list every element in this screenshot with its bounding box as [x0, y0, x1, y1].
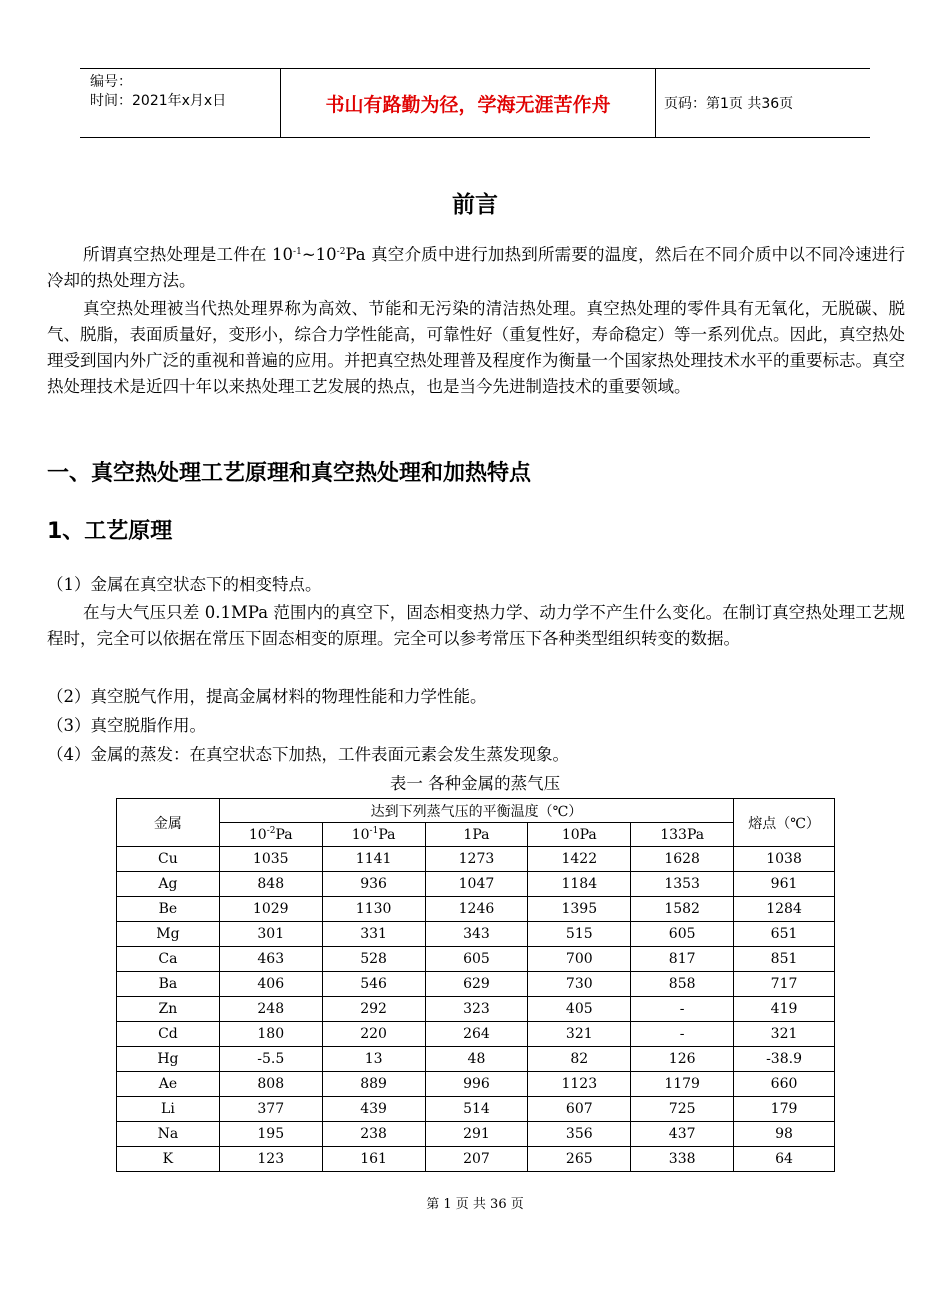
header-box [80, 68, 870, 138]
value-cell: 238 [322, 1122, 425, 1147]
table-row [117, 1072, 835, 1097]
value-cell: 961 [734, 872, 835, 897]
column-header-pressure: $10^{-2}Pa$ [219, 823, 322, 847]
value-cell: -5.5 [219, 1047, 322, 1072]
value-cell: 725 [631, 1097, 734, 1122]
value-cell: -38.9 [734, 1047, 835, 1072]
table-header-row [117, 799, 835, 823]
metal-cell: Ag [117, 872, 220, 897]
value-cell: 730 [528, 972, 631, 997]
metal-cell: Li [117, 1097, 220, 1122]
value-cell: 848 [219, 872, 322, 897]
value-cell: 1184 [528, 872, 631, 897]
value-cell: 1035 [219, 847, 322, 872]
value-cell: - [631, 1022, 734, 1047]
value-cell: 356 [528, 1122, 631, 1147]
value-cell: 48 [425, 1047, 528, 1072]
value-cell: 936 [322, 872, 425, 897]
table-caption: 表一 各种金属的蒸气压 [389, 774, 561, 793]
value-cell: 607 [528, 1097, 631, 1122]
list-item-1: （1）金属在真空状态下的相变特点。 [47, 575, 322, 594]
table-row [117, 922, 835, 947]
value-cell: 629 [425, 972, 528, 997]
value-cell: 651 [734, 922, 835, 947]
value-cell: 123 [219, 1147, 322, 1172]
value-cell: 1123 [528, 1072, 631, 1097]
column-header-group: 达到下列蒸气压的平衡温度（℃） [219, 799, 733, 823]
value-cell: 1628 [631, 847, 734, 872]
value-cell: 405 [528, 997, 631, 1022]
value-cell: 1284 [734, 897, 835, 922]
table-row [117, 872, 835, 897]
metal-cell: Cd [117, 1022, 220, 1047]
value-cell: 515 [528, 922, 631, 947]
page-footer: 第 1 页 共 36 页 [426, 1197, 524, 1212]
column-header-melting-point: 熔点（℃） [734, 799, 835, 847]
value-cell: 419 [734, 997, 835, 1022]
value-cell: 207 [425, 1147, 528, 1172]
value-cell: 64 [734, 1147, 835, 1172]
value-cell: 1246 [425, 897, 528, 922]
value-cell: 321 [528, 1022, 631, 1047]
header-motto: 书山有路勤为径，学海无涯苦作舟 [280, 69, 656, 137]
list-item-3: （3）真空脱脂作用。 [47, 716, 206, 735]
value-cell: 321 [734, 1022, 835, 1047]
value-cell: 1038 [734, 847, 835, 872]
column-header-pressure: 133Pa [631, 823, 734, 847]
header-meta [80, 69, 280, 137]
metal-cell: Cu [117, 847, 220, 872]
value-cell: 1047 [425, 872, 528, 897]
table-row [117, 972, 835, 997]
value-cell: 292 [322, 997, 425, 1022]
value-cell: 808 [219, 1072, 322, 1097]
value-cell: 323 [425, 997, 528, 1022]
metal-cell: Hg [117, 1047, 220, 1072]
value-cell: 1582 [631, 897, 734, 922]
value-cell: 377 [219, 1097, 322, 1122]
value-cell: 98 [734, 1122, 835, 1147]
value-cell: 331 [322, 922, 425, 947]
value-cell: 1179 [631, 1072, 734, 1097]
metal-cell: Ca [117, 947, 220, 972]
value-cell: 343 [425, 922, 528, 947]
value-cell: 528 [322, 947, 425, 972]
table-subheader-row [117, 823, 835, 847]
section-heading: 一、真空热处理工艺原理和真空热处理和加热特点 [47, 461, 532, 486]
value-cell: 265 [528, 1147, 631, 1172]
column-header-pressure: 1Pa [425, 823, 528, 847]
table-row [117, 1022, 835, 1047]
value-cell: 996 [425, 1072, 528, 1097]
table-row [117, 947, 835, 972]
intro-paragraph-2: 真空热处理被当代热处理界称为高效、节能和无污染的清洁热处理。真空热处理的零件具有无氧化，无脱碳、脱气、脱脂，表面质量好，变形小，综合力学性能高，可靠性好（重复性好，寿命稳定）等一系列优点。因此，真空热处理受到国内外广泛的重视和普遍的应用。并把真空热处理普及程度作为衡量一个国家热处理技术水平的重要标志。真空热处理技术是近四十年以来热处理工艺发展的热点，也是当今先进制造技术的重要领域。 [47, 299, 905, 396]
metal-cell: Na [117, 1122, 220, 1147]
value-cell: 700 [528, 947, 631, 972]
value-cell: 406 [219, 972, 322, 997]
table-row [117, 1097, 835, 1122]
number-label: 编号： [90, 74, 132, 90]
value-cell: 463 [219, 947, 322, 972]
value-cell: 195 [219, 1122, 322, 1147]
value-cell: 889 [322, 1072, 425, 1097]
value-cell: 180 [219, 1022, 322, 1047]
value-cell: 301 [219, 922, 322, 947]
value-cell: 338 [631, 1147, 734, 1172]
value-cell: 1422 [528, 847, 631, 872]
vapor-pressure-table [116, 798, 835, 1172]
value-cell: 264 [425, 1022, 528, 1047]
value-cell: 851 [734, 947, 835, 972]
list-item-1-body: 在与大气压只差 0.1MPa 范围内的真空下，固态相变热力学、动力学不产生什么变化。在制订真空热处理工艺规程时，完全可以依据在常压下固态相变的原理。完全可以参考常压下各种类型组织转变的数据。 [47, 603, 905, 648]
header-page-info: 页码：第1页 共36页 [664, 96, 794, 112]
table-row [117, 897, 835, 922]
value-cell: 514 [425, 1097, 528, 1122]
metal-cell: Be [117, 897, 220, 922]
subsection-heading: 1、工艺原理 [47, 519, 173, 544]
table-row [117, 847, 835, 872]
value-cell: 13 [322, 1047, 425, 1072]
value-cell: 220 [322, 1022, 425, 1047]
value-cell: 437 [631, 1122, 734, 1147]
column-header-metal: 金属 [117, 799, 220, 847]
value-cell: 1273 [425, 847, 528, 872]
value-cell: 605 [631, 922, 734, 947]
metal-cell: Ae [117, 1072, 220, 1097]
value-cell: 1395 [528, 897, 631, 922]
value-cell: 439 [322, 1097, 425, 1122]
value-cell: 1029 [219, 897, 322, 922]
value-cell: 161 [322, 1147, 425, 1172]
value-cell: 858 [631, 972, 734, 997]
column-header-pressure: 10Pa [528, 823, 631, 847]
value-cell: 126 [631, 1047, 734, 1072]
value-cell: 82 [528, 1047, 631, 1072]
page-title: 前言 [452, 192, 498, 218]
table-row [117, 1047, 835, 1072]
value-cell: 1130 [322, 897, 425, 922]
table-row [117, 997, 835, 1022]
value-cell: 605 [425, 947, 528, 972]
metal-cell: Ba [117, 972, 220, 997]
metal-cell: Mg [117, 922, 220, 947]
metal-cell: K [117, 1147, 220, 1172]
value-cell: 660 [734, 1072, 835, 1097]
value-cell: 546 [322, 972, 425, 997]
value-cell: 291 [425, 1122, 528, 1147]
intro-paragraph-1: 所谓真空热处理是工件在 $10^{-1}\sim 10^{-2}Pa$ 真空介质中进行加热到所需要的温度，然后在不同介质中以不同冷速进行冷却的热处理方法。 [47, 245, 905, 290]
value-cell: 1141 [322, 847, 425, 872]
value-cell: 248 [219, 997, 322, 1022]
list-item-2: （2）真空脱气作用，提高金属材料的物理性能和力学性能。 [47, 687, 487, 706]
value-cell: - [631, 997, 734, 1022]
value-cell: 717 [734, 972, 835, 997]
date-label: 时间：2021年x月x日 [90, 93, 227, 109]
table-row [117, 1147, 835, 1172]
value-cell: 179 [734, 1097, 835, 1122]
metal-cell: Zn [117, 997, 220, 1022]
list-item-4: （4）金属的蒸发：在真空状态下加热，工件表面元素会发生蒸发现象。 [47, 745, 569, 764]
table-row [117, 1122, 835, 1147]
value-cell: 1353 [631, 872, 734, 897]
value-cell: 817 [631, 947, 734, 972]
column-header-pressure: $10^{-1}Pa$ [322, 823, 425, 847]
